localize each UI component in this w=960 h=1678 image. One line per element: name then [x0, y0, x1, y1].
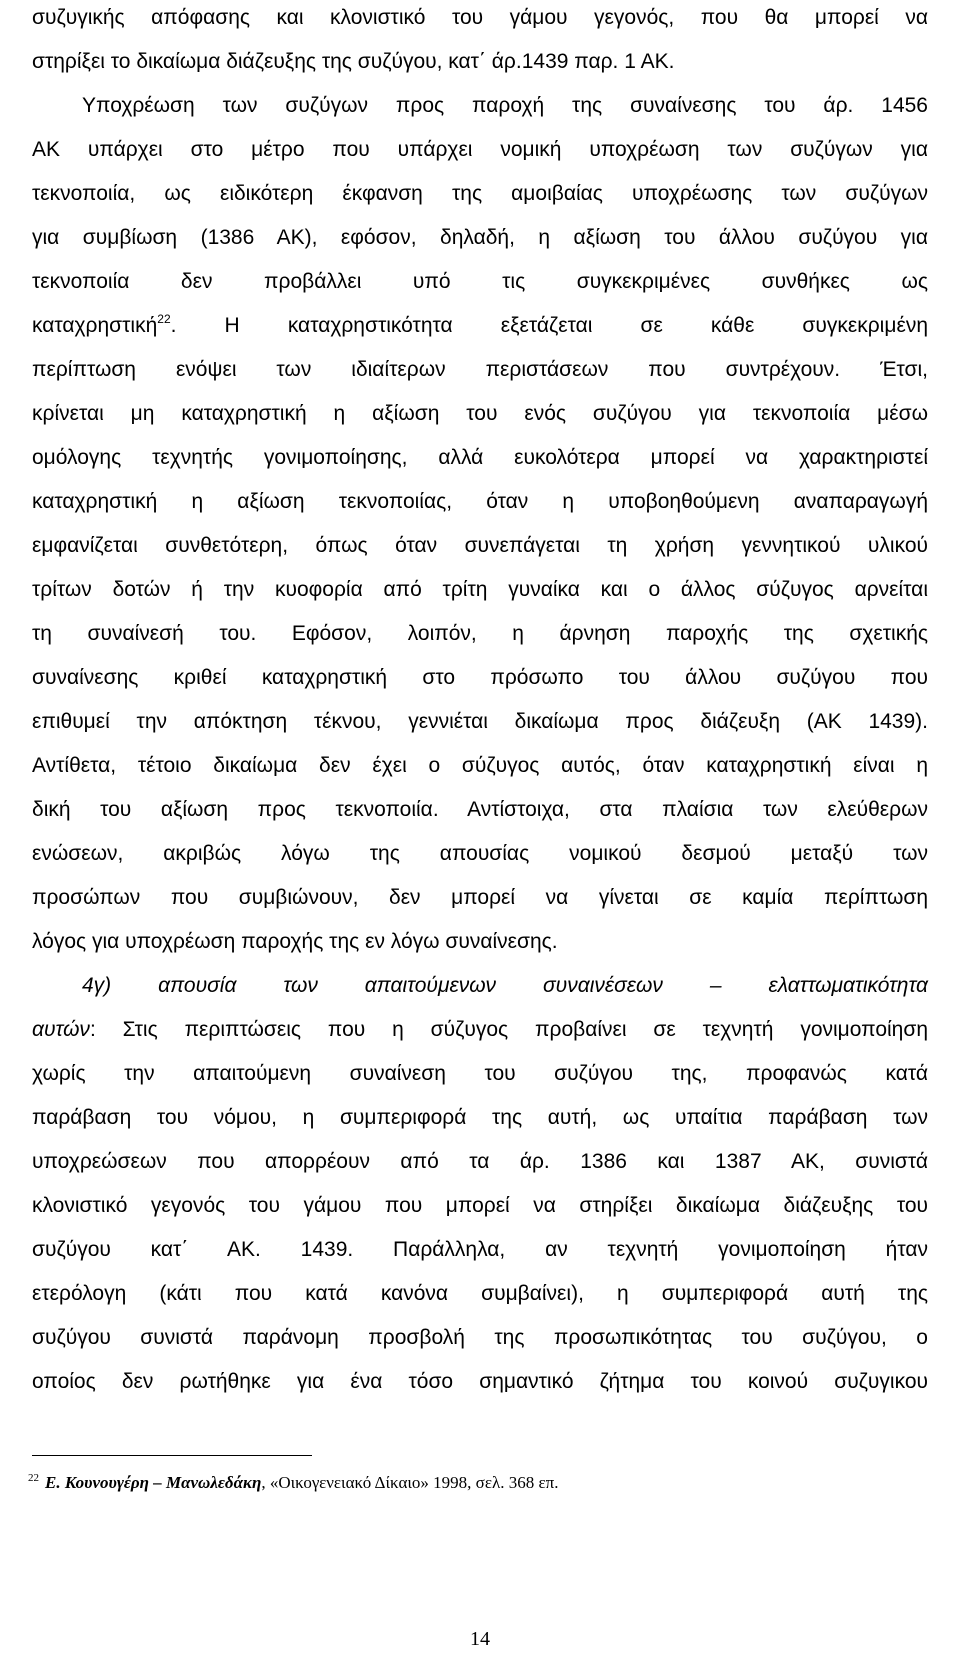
- text-line: ΑΚ υπάρχει στο μέτρο που υπάρχει νομική υποχρέωση των συζύγων για: [32, 138, 928, 161]
- footnote-reference: 22: [157, 312, 171, 326]
- text-line: ετερόλογη (κάτι που κατά κανόνα συμβαίνει), η συμπεριφορά αυτή της: [32, 1282, 928, 1305]
- text-line: τρίτων δοτών ή την κυοφορία από τρίτη γυναίκα και ο άλλος σύζυγος αρνείται: [32, 578, 928, 601]
- text-fragment: : Στις περιπτώσεις που η σύζυγος προβαίνει σε τεχνητή γονιμοποίηση: [89, 1018, 928, 1041]
- text-line: στηρίξει το δικαίωμα διάζευξης της συζύγου, κατ΄ άρ.1439 παρ. 1 ΑΚ.: [32, 50, 675, 73]
- text-fragment: . Η καταχρηστικότητα εξετάζεται σε κάθε συγκεκριμένη: [170, 314, 928, 337]
- text-line: ομόλογης τεχνητής γονιμοποίησης, αλλά ευκολότερα μπορεί να χαρακτηριστεί: [32, 446, 928, 469]
- footnote-separator: [32, 1455, 312, 1456]
- text-line: περίπτωση ενόψει των ιδιαίτερων περιστάσεων που συντρέχουν. Έτσι,: [32, 358, 928, 381]
- text-line: λόγος για υποχρέωση παροχής της εν λόγω συναίνεσης.: [32, 930, 558, 953]
- text-line: Αντίθετα, τέτοιο δικαίωμα δεν έχει ο σύζυγος αυτός, όταν καταχρηστική είναι η: [32, 754, 928, 777]
- text-line: υποχρεώσεων που απορρέουν από τα άρ. 1386 και 1387 ΑΚ, συνιστά: [32, 1150, 928, 1173]
- text-line: καταχρηστική η αξίωση τεκνοποιίας, όταν η υποβοηθούμενη αναπαραγωγή: [32, 490, 928, 513]
- text-line: κλονιστικό γεγονός του γάμου που μπορεί να στηρίξει δικαίωμα διάζευξης του: [32, 1194, 928, 1217]
- footnote-number: 22: [28, 1472, 39, 1484]
- text-line: τεκνοποιία δεν προβάλλει υπό τις συγκεκριμένες συνθήκες ως: [32, 270, 928, 293]
- text-line: συζύγου συνιστά παράνομη προσβολή της προσωπικότητας του συζύγου, ο: [32, 1326, 928, 1349]
- text-line: συναίνεσης κριθεί καταχρηστική στο πρόσωπο του άλλου συζύγου που: [32, 666, 928, 689]
- section-heading: 4γ) απουσία των απαιτούμενων συναινέσεων – ελαττωματικότητα: [82, 974, 928, 997]
- footnote: [28, 1473, 928, 1493]
- text-line: [32, 312, 928, 340]
- text-line: ενώσεων, ακριβώς λόγω της απουσίας νομικού δεσμού μεταξύ των: [32, 842, 928, 865]
- text-line: παράβαση του νόμου, η συμπεριφορά της αυτή, ως υπαίτια παράβαση των: [32, 1106, 928, 1129]
- text-line: οποίος δεν ρωτήθηκε για ένα τόσο σημαντικό ζήτημα του κοινού συζυγικου: [32, 1370, 928, 1393]
- text-fragment: [32, 312, 171, 340]
- text-line: τεκνοποιία, ως ειδικότερη έκφανση της αμοιβαίας υποχρέωσης των συζύγων: [32, 182, 928, 205]
- text-line: συζύγου κατ΄ ΑΚ. 1439. Παράλληλα, αν τεχνητή γονιμοποίηση ήταν: [32, 1238, 928, 1261]
- text-line: κρίνεται μη καταχρηστική η αξίωση του ενός συζύγου για τεκνοποιία μέσω: [32, 402, 928, 425]
- text-line: εμφανίζεται συνθετότερη, όπως όταν συνεπάγεται τη χρήση γεννητικού υλικού: [32, 534, 928, 557]
- text-line: [32, 1016, 928, 1044]
- text-line: τη συναίνεσή του. Εφόσον, λοιπόν, η άρνηση παροχής της σχετικής: [32, 622, 928, 645]
- section-heading-continuation: αυτών: [32, 1018, 90, 1041]
- text-line: για συμβίωση (1386 ΑΚ), εφόσον, δηλαδή, η αξίωση του άλλου συζύγου για: [32, 226, 928, 249]
- text-fragment: καταχρηστική: [32, 314, 158, 337]
- text-line: συζυγικής απόφασης και κλονιστικό του γάμου γεγονός, που θα μπορεί να: [32, 6, 928, 29]
- text-line: επιθυμεί την απόκτηση τέκνου, γεννιέται δικαίωμα προς διάζευξη (ΑΚ 1439).: [32, 710, 928, 733]
- text-line: χωρίς την απαιτούμενη συναίνεση του συζύγου της, προφανώς κατά: [32, 1062, 928, 1085]
- footnote-authors: Ε. Κουνουγέρη – Μανωλεδάκη: [45, 1473, 262, 1492]
- page-number: 14: [470, 1628, 490, 1650]
- text-line: Υποχρέωση των συζύγων προς παροχή της συναίνεσης του άρ. 1456: [82, 94, 928, 117]
- footnote-citation: , «Οικογενειακό Δίκαιο» 1998, σελ. 368 επ.: [261, 1473, 559, 1492]
- text-line: δική του αξίωση προς τεκνοποιία. Αντίστοιχα, στα πλαίσια των ελεύθερων: [32, 798, 928, 821]
- text-line: προσώπων που συμβιώνουν, δεν μπορεί να γίνεται σε καμία περίπτωση: [32, 886, 928, 909]
